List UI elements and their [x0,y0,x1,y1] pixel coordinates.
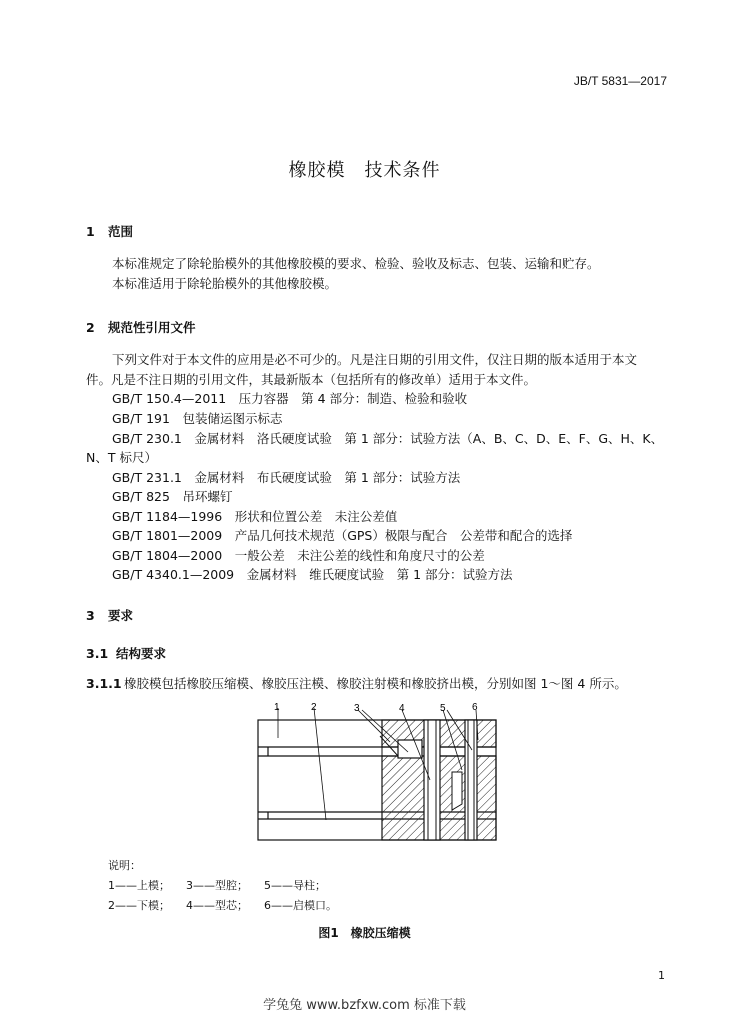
reference-item: GB/T 231.1 金属材料 布氏硬度试验 第 1 部分：试验方法 [112,470,461,485]
rubber-compression-mold-drawing [240,700,510,850]
section-number: 2 [86,320,95,335]
reference-item: GB/T 4340.1—2009 金属材料 维氏硬度试验 第 1 部分：试验方法 [112,567,513,582]
legend-row [108,897,337,913]
section-3-heading [86,606,133,624]
section-number: 1 [86,224,95,239]
paragraph: 件。凡是不注日期的引用文件，其最新版本（包括所有的修改单）适用于本文件。 [86,372,537,387]
section-title: 要求 [108,608,134,623]
section-title: 规范性引用文件 [108,320,196,335]
document-title: 橡胶模 技术条件 [288,160,441,181]
page-number: 1 [658,969,665,982]
legend-item: 2——下模； [108,899,170,912]
clause-3-1-1 [86,674,627,694]
callout-2: 2 [311,702,317,713]
legend-item: 6——启模口。 [264,899,337,912]
section-number: 3.1 [86,646,109,661]
legend-item: 5——导柱； [264,879,326,892]
reference-item: GB/T 1801—2009 产品几何技术规范（GPS）极限与配合 公差带和配合的选择 [112,528,573,543]
callout-5: 5 [440,703,446,714]
section-3-1-heading [86,644,166,662]
legend-item: 4——型芯； [186,899,248,912]
section-number: 3 [86,608,95,623]
section-2-heading [86,318,196,336]
section-1-heading [86,222,133,240]
callout-4: 4 [399,703,405,714]
paragraph: 本标准适用于除轮胎模外的其他橡胶模。 [112,276,338,291]
paragraph: 本标准规定了除轮胎模外的其他橡胶模的要求、检验、验收及标志、包装、运输和贮存。 [112,256,600,271]
reference-item: GB/T 230.1 金属材料 洛氏硬度试验 第 1 部分：试验方法（A、B、C、D、E、F、G、H、K、 [112,431,664,446]
paragraph: 下列文件对于本文件的应用是必不可少的。凡是注日期的引用文件，仅注日期的版本适用于本文 [112,352,638,367]
reference-item: GB/T 825 吊环螺钉 [112,489,233,504]
callout-1: 1 [274,702,280,713]
reference-item: GB/T 150.4—2011 压力容器 第 4 部分：制造、检验和验收 [112,391,468,406]
footer-watermark: 学兔兔 www.bzfxw.com 标准下载 [263,998,466,1013]
reference-item-continued: N、T 标尺） [86,450,157,465]
reference-item: GB/T 1804—2000 一般公差 未注公差的线性和角度尺寸的公差 [112,548,485,563]
reference-item: GB/T 191 包装储运图示标志 [112,411,283,426]
legend-row [108,877,326,893]
callout-6: 6 [472,702,478,713]
legend-title: 说明： [108,859,141,872]
legend-item: 1——上模； [108,879,170,892]
clause-text: 橡胶模包括橡胶压缩模、橡胶压注模、橡胶注射模和橡胶挤出模，分别如图 1～图 4 所示。 [124,676,627,691]
section-title: 范围 [108,224,134,239]
section-title: 结构要求 [116,646,167,661]
standard-number: JB/T 5831—2017 [573,74,667,88]
reference-item: GB/T 1184—1996 形状和位置公差 未注公差值 [112,509,398,524]
figure-caption: 图1 橡胶压缩模 [318,926,411,940]
legend-item: 3——型腔； [186,879,248,892]
callout-3: 3 [354,703,360,714]
clause-number: 3.1.1 [86,676,122,691]
